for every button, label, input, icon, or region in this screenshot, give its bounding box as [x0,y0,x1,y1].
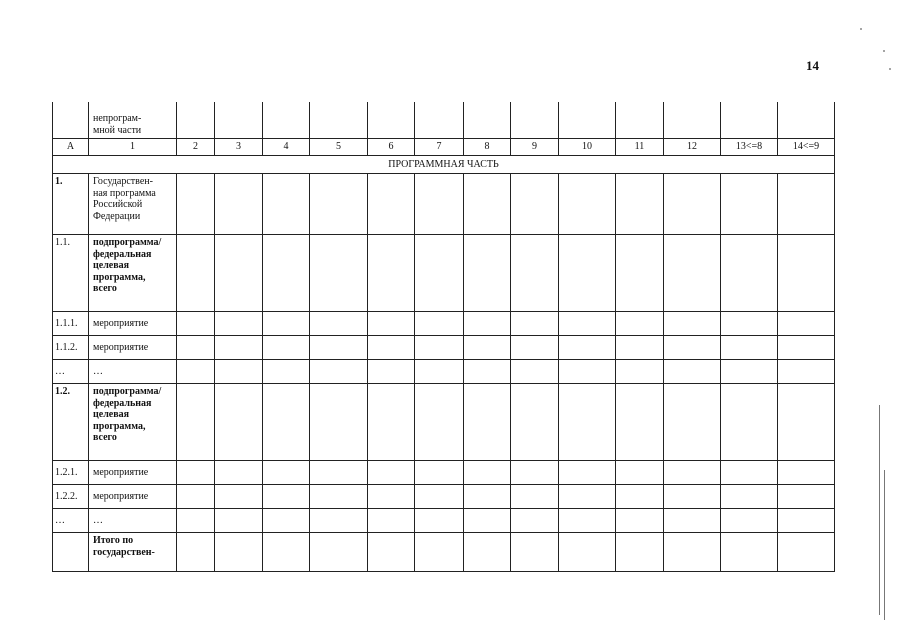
value-cell [778,533,835,572]
value-cell [778,485,835,509]
table-row [53,384,835,461]
value-cell [464,235,511,312]
value-cell [721,384,778,461]
budget-table [52,102,835,572]
value-cell [559,461,616,485]
value-cell [778,461,835,485]
header-cell [616,102,664,139]
table-row [53,485,835,509]
column-number-cell: 3 [215,139,263,156]
value-cell [263,509,310,533]
header-cell [559,102,616,139]
column-number-cell: 8 [464,139,511,156]
row-code-cell: 1.2.1. [53,461,89,485]
value-cell [778,509,835,533]
value-cell [616,533,664,572]
header-cell [778,102,835,139]
header-cell [215,102,263,139]
value-cell [616,174,664,235]
value-cell [415,336,464,360]
budget-table-container [52,102,835,572]
value-cell [177,235,215,312]
value-cell [616,312,664,336]
value-cell [721,312,778,336]
row-code-cell: 1.2. [53,384,89,461]
value-cell [721,461,778,485]
table-row [53,360,835,384]
value-cell [464,461,511,485]
value-cell [464,336,511,360]
value-cell [177,360,215,384]
column-number-cell: 5 [310,139,368,156]
value-cell [511,509,559,533]
row-code-cell: 1.1. [53,235,89,312]
value-cell [464,485,511,509]
value-cell [415,485,464,509]
value-cell [511,235,559,312]
row-name-cell: Итого по государствен- [89,533,177,572]
value-cell [559,509,616,533]
value-cell [415,509,464,533]
value-cell [511,336,559,360]
value-cell [177,461,215,485]
scan-speck [883,50,885,52]
scan-speck [860,28,862,30]
value-cell [778,336,835,360]
scan-edge-line [879,405,880,615]
column-number-cell: 12 [664,139,721,156]
row-code-cell [53,533,89,572]
value-cell [215,533,263,572]
value-cell [664,461,721,485]
value-cell [415,461,464,485]
column-number-cell: 13<=8 [721,139,778,156]
value-cell [511,533,559,572]
value-cell [778,312,835,336]
value-cell [559,360,616,384]
value-cell [215,485,263,509]
column-number-cell: 2 [177,139,215,156]
value-cell [368,485,415,509]
value-cell [215,235,263,312]
column-number-row [53,139,835,156]
table-row [53,235,835,312]
scan-speck [889,68,891,70]
value-cell [778,360,835,384]
value-cell [177,312,215,336]
value-cell [310,235,368,312]
value-cell [310,509,368,533]
value-cell [177,533,215,572]
value-cell [559,384,616,461]
column-number-cell: 9 [511,139,559,156]
row-name-cell: … [89,360,177,384]
value-cell [778,384,835,461]
value-cell [616,360,664,384]
value-cell [415,312,464,336]
row-code-cell: 1.1.1. [53,312,89,336]
value-cell [664,384,721,461]
value-cell [778,174,835,235]
value-cell [310,312,368,336]
column-number-cell: 6 [368,139,415,156]
table-row [53,312,835,336]
value-cell [664,174,721,235]
value-cell [215,509,263,533]
value-cell [368,312,415,336]
value-cell [215,312,263,336]
value-cell [721,174,778,235]
header-cell [415,102,464,139]
value-cell [778,235,835,312]
header-cell [721,102,778,139]
value-cell [215,461,263,485]
value-cell [177,174,215,235]
value-cell [177,336,215,360]
row-name-cell: Государствен- ная программа Российской Федерации [89,174,177,235]
value-cell [310,336,368,360]
value-cell [559,336,616,360]
value-cell [263,312,310,336]
value-cell [177,485,215,509]
value-cell [464,174,511,235]
header-cell-non-program-part: непрограм- мной части [89,102,177,139]
row-code-cell: 1.1.2. [53,336,89,360]
value-cell [415,174,464,235]
table-row [53,174,835,235]
table-row [53,336,835,360]
value-cell [310,384,368,461]
table-row [53,509,835,533]
value-cell [511,174,559,235]
header-cell-code [53,102,89,139]
value-cell [263,485,310,509]
row-code-cell: … [53,509,89,533]
value-cell [368,509,415,533]
value-cell [664,509,721,533]
value-cell [721,509,778,533]
value-cell [511,312,559,336]
value-cell [464,533,511,572]
value-cell [368,360,415,384]
table-row [53,461,835,485]
column-number-cell: 14<=9 [778,139,835,156]
value-cell [664,360,721,384]
scan-edge-line [884,470,885,620]
header-cell [177,102,215,139]
value-cell [511,485,559,509]
value-cell [368,336,415,360]
value-cell [616,485,664,509]
value-cell [263,235,310,312]
row-name-cell: … [89,509,177,533]
value-cell [559,485,616,509]
value-cell [310,533,368,572]
column-number-cell: 10 [559,139,616,156]
column-number-cell: 11 [616,139,664,156]
value-cell [368,533,415,572]
table-body [53,102,835,572]
value-cell [263,461,310,485]
row-name-cell: подпрограмма/ федеральная целевая программа, всего [89,384,177,461]
value-cell [310,485,368,509]
value-cell [721,533,778,572]
value-cell [263,336,310,360]
value-cell [559,235,616,312]
header-cell [263,102,310,139]
column-number-cell: 7 [415,139,464,156]
value-cell [310,360,368,384]
value-cell [616,336,664,360]
value-cell [415,533,464,572]
value-cell [664,485,721,509]
column-number-cell: 4 [263,139,310,156]
value-cell [215,336,263,360]
section-title: ПРОГРАММНАЯ ЧАСТЬ [53,156,835,174]
row-name-cell: мероприятие [89,461,177,485]
header-cell [368,102,415,139]
value-cell [664,336,721,360]
value-cell [464,384,511,461]
value-cell [368,384,415,461]
value-cell [263,360,310,384]
value-cell [310,174,368,235]
value-cell [616,235,664,312]
value-cell [616,461,664,485]
value-cell [721,360,778,384]
row-name-cell: подпрограмма/ федеральная целевая программа, всего [89,235,177,312]
value-cell [616,509,664,533]
value-cell [616,384,664,461]
value-cell [664,312,721,336]
value-cell [215,360,263,384]
value-cell [559,174,616,235]
value-cell [215,384,263,461]
page-number: 14 [806,58,819,73]
section-row [53,156,835,174]
value-cell [415,360,464,384]
header-cell [310,102,368,139]
value-cell [177,509,215,533]
value-cell [263,384,310,461]
row-code-cell: … [53,360,89,384]
value-cell [310,461,368,485]
value-cell [664,533,721,572]
value-cell [511,461,559,485]
row-code-cell: 1. [53,174,89,235]
row-code-cell: 1.2.2. [53,485,89,509]
table-header-continuation-row [53,102,835,139]
header-cell [464,102,511,139]
value-cell [559,533,616,572]
table-row [53,533,835,572]
value-cell [559,312,616,336]
value-cell [263,174,310,235]
row-name-cell: мероприятие [89,485,177,509]
value-cell [511,360,559,384]
value-cell [464,360,511,384]
value-cell [177,384,215,461]
column-number-cell: 1 [89,139,177,156]
value-cell [263,533,310,572]
value-cell [415,235,464,312]
value-cell [368,461,415,485]
value-cell [415,384,464,461]
value-cell [368,174,415,235]
value-cell [368,235,415,312]
value-cell [464,509,511,533]
row-name-cell: мероприятие [89,336,177,360]
value-cell [511,384,559,461]
header-cell [664,102,721,139]
header-cell [511,102,559,139]
row-name-cell: мероприятие [89,312,177,336]
value-cell [721,336,778,360]
value-cell [464,312,511,336]
value-cell [215,174,263,235]
value-cell [721,485,778,509]
value-cell [664,235,721,312]
value-cell [721,235,778,312]
column-number-cell: А [53,139,89,156]
